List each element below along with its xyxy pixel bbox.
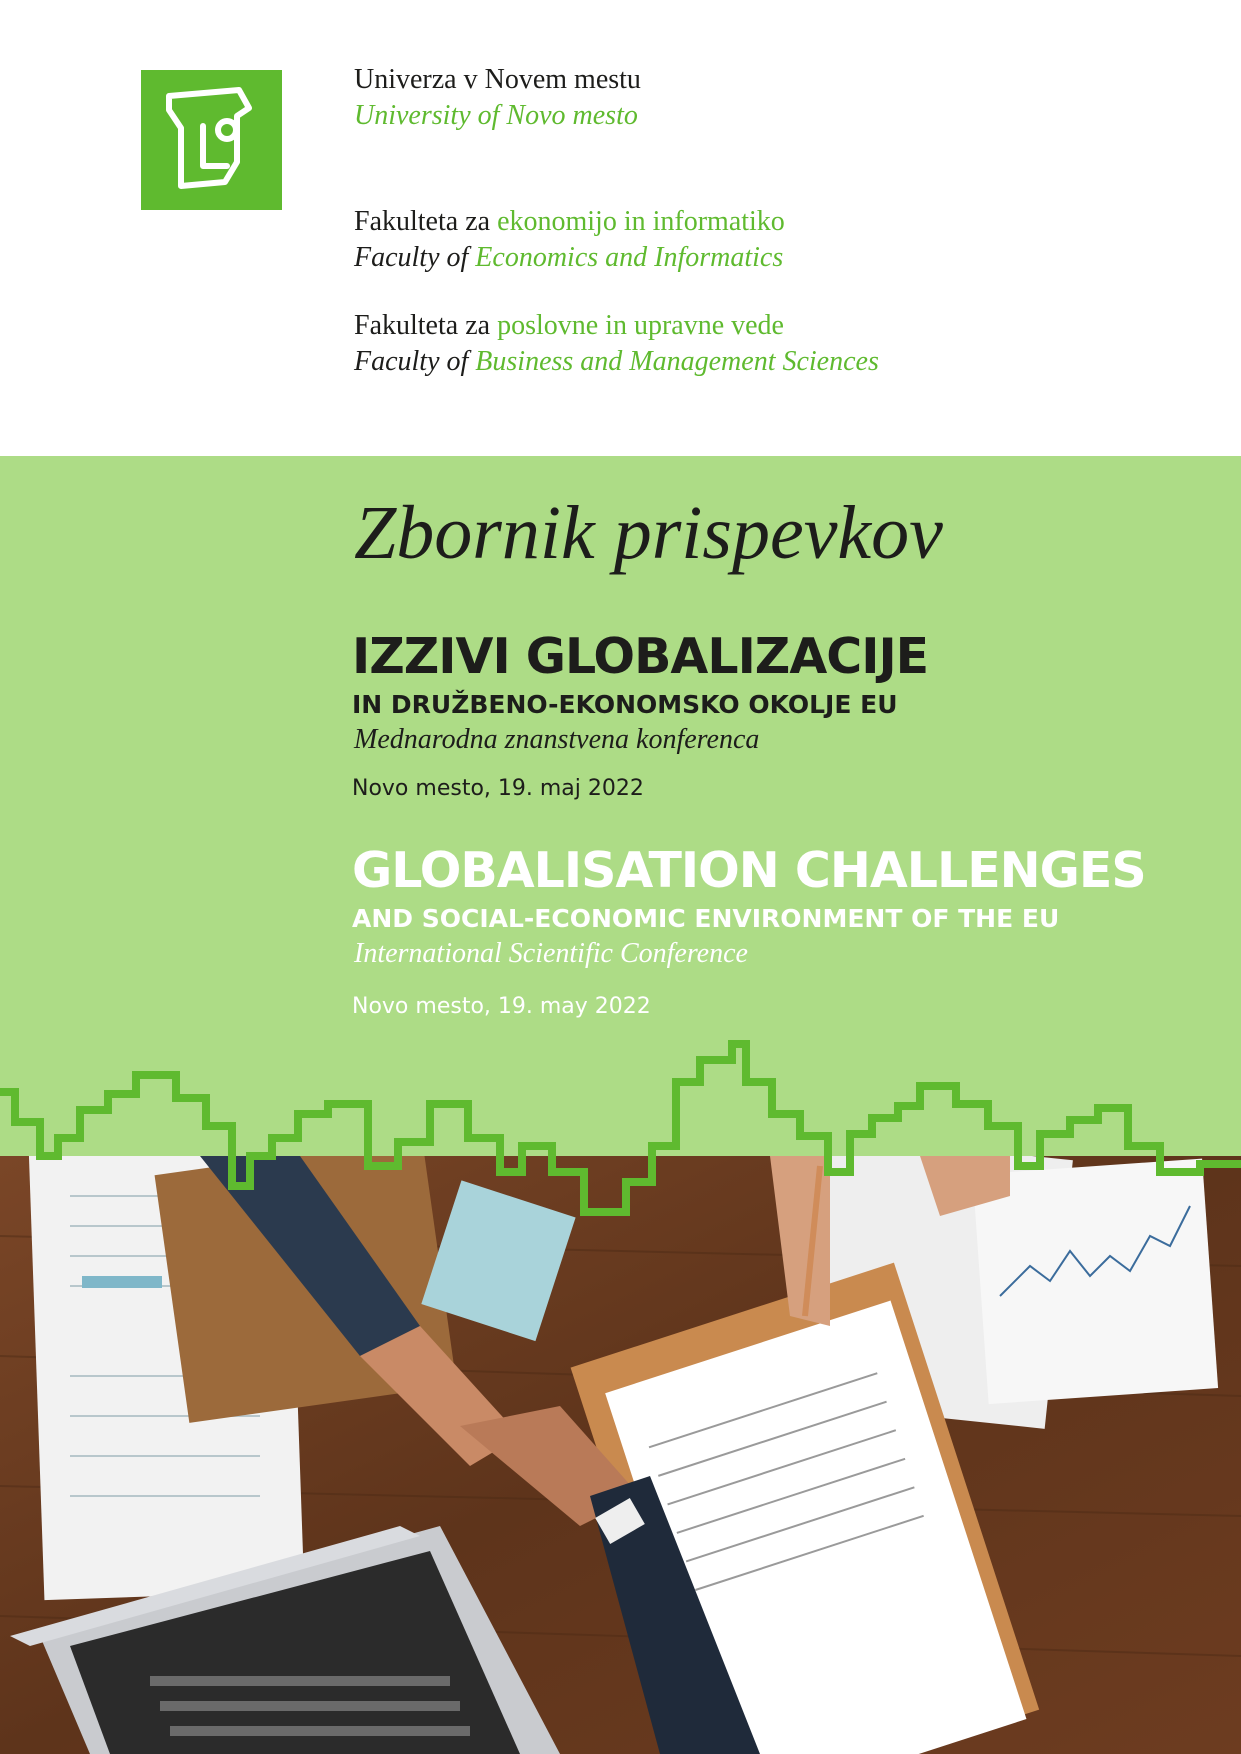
date-en: Novo mesto, 19. may 2022 <box>352 994 651 1019</box>
conference-sl: Mednarodna znanstvena konferenca <box>354 724 760 755</box>
faculty-business-en <box>354 344 879 380</box>
faculty-name: Business and Management Sciences <box>475 346 879 377</box>
title-sl: IZZIVI GLOBALIZACIJE <box>352 628 929 685</box>
skyline-outline-icon <box>0 1030 1241 1230</box>
subtitle-en: AND SOCIAL-ECONOMIC ENVIRONMENT OF THE EU <box>352 904 1060 933</box>
university-logo-icon <box>141 70 282 210</box>
cover-heading: Zbornik prispevkov <box>354 491 943 575</box>
faculty-economics-sl <box>354 204 785 240</box>
subtitle-sl: IN DRUŽBENO-EKONOMSKO OKOLJE EU <box>352 690 898 719</box>
faculty-prefix: Faculty of <box>354 346 469 377</box>
faculty-prefix: Fakulteta za <box>354 206 491 237</box>
faculty-prefix: Faculty of <box>354 242 469 273</box>
date-sl: Novo mesto, 19. maj 2022 <box>352 776 644 801</box>
handshake-photo-icon <box>0 1156 1241 1754</box>
faculty-economics <box>354 204 785 276</box>
university-name <box>354 62 641 134</box>
title-en: GLOBALISATION CHALLENGES <box>352 842 1146 899</box>
university-name-en: University of Novo mesto <box>354 100 638 131</box>
faculty-name: ekonomijo in informatiko <box>497 206 785 237</box>
faculty-economics-en <box>354 240 785 276</box>
conference-en: International Scientific Conference <box>354 938 748 969</box>
faculty-prefix: Fakulteta za <box>354 310 491 341</box>
faculty-business-sl <box>354 308 879 344</box>
faculty-name: Economics and Informatics <box>475 242 784 273</box>
faculty-name: poslovne in upravne vede <box>497 310 784 341</box>
university-name-sl: Univerza v Novem mestu <box>354 64 641 95</box>
faculty-business <box>354 308 879 380</box>
